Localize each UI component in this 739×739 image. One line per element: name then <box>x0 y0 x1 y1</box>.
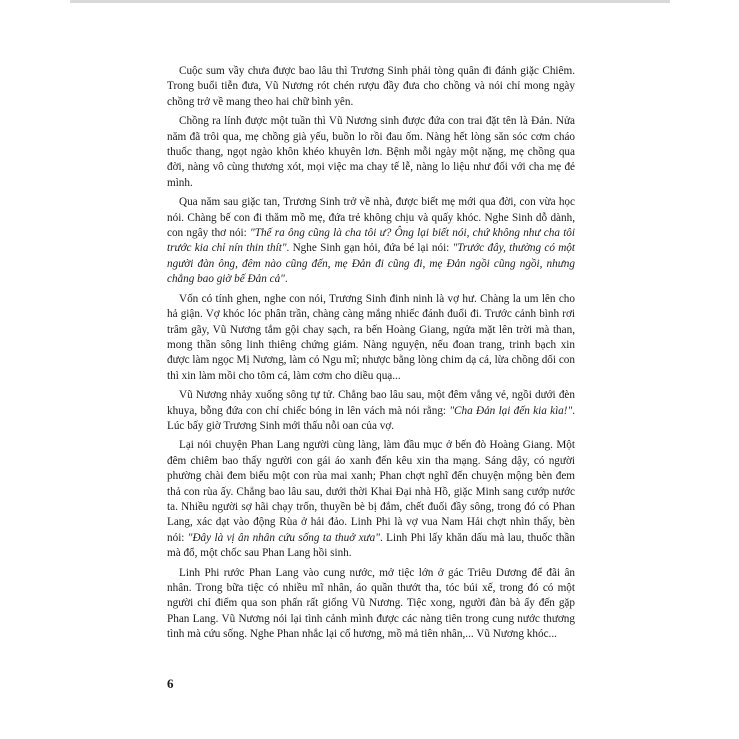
paragraph-5 <box>167 388 575 434</box>
paragraph-5-text-end: . Lúc bấy giờ Trương Sinh mới thấu nỗi oan của vợ. <box>167 404 575 432</box>
paragraph-6-quote-linh-phi: "Đây là vị ân nhân cứu sống ta thuở xưa" <box>187 531 380 544</box>
paragraph-2 <box>167 114 575 191</box>
top-edge-shadow <box>70 0 670 3</box>
paragraph-6-text-start: Lại nói chuyện Phan Lang người cùng làng, làm đầu mục ở bến đò Hoàng Giang. Một đêm chiêm bao thấy người con gái áo xanh đến kêu xin tha mạng. Sáng dậy, có người phường chài đem biếu một con rùa mai xanh; Phan chợt nghĩ đến chuyện mộng bèn đem thả con rùa ấy. Chẳng bao lâu sau, dưới thời Khai Đại nhà Hồ, giặc Minh sang cướp nước ta. Nhiều người sợ hãi chạy trốn, thuyền bè bị đắm, chết đuối đầy sông, trong đó có Phan Lang, xác dạt vào động Rùa ở hải đảo. Linh Phi là vợ vua Nam Hải chợt nhìn thấy, bèn nói: <box>167 439 575 544</box>
paragraph-6-text-end: . Linh Phi lấy khăn dấu mà lau, thuốc thần mà đổ, một chốc sau Phan Lang hồi sinh. <box>167 531 575 560</box>
paragraph-3-quote-child-2: "Trước đây, thường có một người đàn ông, đêm nào cũng đến, mẹ Đản đi cũng đi, mẹ Đản ngồi cũng ngồi, nhưng chẳng bao giờ bế Đản cả" <box>167 242 576 286</box>
paragraph-3-quote-child: "Thế ra ông cũng là cha tôi ư? Ông lại biết nói, chứ không như cha tôi trước kia chỉ nín thin thít" <box>167 227 576 255</box>
page-body <box>167 64 575 647</box>
paragraph-3 <box>167 195 575 287</box>
paragraph-1-text: Cuộc sum vầy chưa được bao lâu thì Trương Sinh phải tòng quân đi đánh giặc Chiêm. Trong buổi tiễn đưa, Vũ Nương rót chén rượu đầy đưa cho chồng và nói chỉ mong ngày chồng trở về mang theo hai chữ bình yên. <box>167 65 575 108</box>
paragraph-7-text: Linh Phi rước Phan Lang vào cung nước, mở tiệc lớn ở gác Triêu Dương để đãi ân nhân. Trong bữa tiệc có nhiều mĩ nhân, áo quần thướt tha, tóc búi xế, trong đó có một người chỉ điểm qua son phấn rất giống Vũ Nương. Tiệc xong, người đàn bà ấy đến gặp Phan Lang. Vũ Nương nói lại tình cảnh mình được các nàng tiên trong cung nước thương tình mà cứu sống. Nghe Phan nhắc lại cố hương, mồ mả tiên nhân,... Vũ Nương khóc... <box>167 566 575 641</box>
paragraph-4 <box>167 292 575 384</box>
paragraph-4-text: Vốn có tính ghen, nghe con nói, Trương Sinh đinh ninh là vợ hư. Chàng la um lên cho hả giận. Vợ khóc lóc phân trần, chàng càng mắng nhiếc đánh đuổi đi. Trước cảnh bình rơi trâm gãy, Vũ Nương tắm gội chay sạch, ra bến Hoàng Giang, ngửa mặt lên trời mà than, mong thần sông linh thiêng chứng giám. Nàng nguyện, nếu đoan trang, trinh bạch xin được làm ngọc Mị Nương, làm cỏ Ngu mĩ; nhược bằng lòng chim dạ cá, lừa chồng dối con thì xin làm mồi cho tôm cá, làm cơm cho diều quạ... <box>167 292 575 382</box>
paragraph-3-text-end: . <box>284 273 288 286</box>
paragraph-3-text-middle: . Nghe Sinh gạn hỏi, đứa bé lại nói: <box>286 242 453 255</box>
paragraph-6 <box>167 438 575 561</box>
paragraph-7 <box>167 566 575 643</box>
page-number: 6 <box>167 676 174 691</box>
paragraph-2-text: Chồng ra lính được một tuần thì Vũ Nương sinh được đứa con trai đặt tên là Đản. Nửa năm đã trôi qua, mẹ chồng già yếu, buồn lo rồi đau ốm. Nàng hết lòng săn sóc cơm cháo thuốc thang, ngọt ngào khôn khéo khuyên lơn. Bệnh mỗi ngày một nặng, mẹ chồng qua đời, nàng vô cùng thương xót, mọi việc ma chay tế lễ, nàng lo liệu như đối với cha mẹ đẻ mình. <box>167 115 575 189</box>
paragraph-5-quote-child: "Cha Đản lại đến kia kìa!" <box>449 404 573 417</box>
paragraph-1 <box>167 64 575 110</box>
paragraph-3-text-start: Qua năm sau giặc tan, Trương Sinh trở về nhà, được biết mẹ mới qua đời, con vừa học nói. Chàng bế con đi thăm mồ mẹ, đứa trẻ không chịu và quấy khóc. Nghe Sinh dỗ dành, con ngây thơ nói: <box>167 196 575 240</box>
paragraph-5-text-start: Vũ Nương nhảy xuống sông tự tử. Chẳng bao lâu sau, một đêm vắng vẻ, ngồi dưới đèn khuya, bỗng đứa con chỉ chiếc bóng in lên vách mà nói rằng: <box>167 389 575 417</box>
